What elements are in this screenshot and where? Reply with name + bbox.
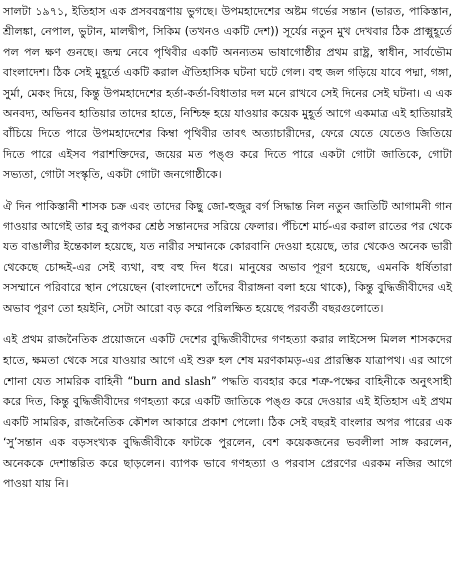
paragraph-3 xyxy=(3,330,452,494)
paragraph-3-text-after: ” পদ্ধতি ব্যবহার করে শত্রু-পক্ষের বাহিনীকে অনুৎসাহী করে দিত, কিন্তু বুদ্ধিজীবীদের গণহত্যা করে একটি জাতিকে পঙ্গু করে দেওয়ার এই ইতিহাস এই প্রথম একটি সামরিক, রাজনৈতিক কৌশল আকারে প্রকাশ পেলো। ঠিক সেই বছরই বাংলার অপর পারের এক ‘সু’সন্তান এক বড়সংখ্যক বুদ্ধিজীবীকে ফাটকে পুরলেন, বেশ কয়েকজনের ভবলীলা সাঙ্গ করলেন, অনেককে দেশান্তরিত করে ছাড়লেন। ব্যাপক ভাবে গণহত্যা ও পরবাস প্রেরণের এরকম নজির আগে পাওয়া যায় নি। xyxy=(3,374,452,490)
paragraph-1: সালটা ১৯৭১, ইতিহাস এক প্রসববন্ত্রণায় ভুগছে। উপমহাদেশের অষ্টম গর্ভের সন্তান (ভারত, পাকিস্তান, শ্রীলঙ্কা, নেপাল, ভুটান, মালদ্বীপ, সিকিম (তখনও একটি দেশ)) সূর্যের নতুন মুখ দেখবার ঠিক প্রাক্মুহূর্তে পল পল ক্ষণ গুনছে। জন্ম নেবে পৃথিবীর একটি অনন্যতম ভাষাগোষ্ঠীর প্রথম রাষ্ট্র, স্বাধীন, সার্বভৌম বাংলাদেশ। ঠিক সেই মুহূর্তে একটি করাল ঐতিহাসিক ঘটনা ঘটে গেল। বহু জল গড়িয়ে যাবে পদ্মা, গঙ্গা, সুর্মা, মেকং দিয়ে, কিন্তু উপমহাদেশের হর্তা-কর্তা-বিধাতার দল মনে রাখবে সেই দিনের সেই ঘটনা। এ এক অনবদ্য, অভিনব হাতিয়ার তাদের হাতে, নিশ্চিহ্ন হয়ে যাওয়ার কয়েক মুহূর্ত আগে একমাত্র এই হাতিয়ারই বাঁচিয়ে দিতে পারে উপমহাদেশের কিম্বা পৃথিবীর তাবৎ অত্যাচারীদের, ফেরে যেতে যেতেও জিতিয়ে দিতে পারে এইসব পরাশক্তিদের, জয়ের মত পঙ্গু করে দিতে পারে একটা গোটা জাতিকে, গোটা সভ্যতা, গোটা সংস্কৃতি, একটা গোটা জনগোষ্ঠীকে। xyxy=(3,5,452,182)
paragraph-3-text-before: এই প্রথম রাজনৈতিক প্রয়োজনে একটি দেশের বুদ্ধিজীবীদের গণহত্যা করার লাইসেন্স মিলল শাসকদের হাতে, ক্ষমতা থেকে সরে যাওয়ার আগে এই শুরু হল শেষ মরণকামড়-এর প্রারম্ভিক যাত্রাপথ। এর আগে শোনা যেত সামরিক বাহিনী “ xyxy=(3,333,452,388)
english-phrase: burn and slash xyxy=(133,372,211,388)
paragraph-2: ঐ দিন পাকিস্তানী শাসক চক্র এবং তাদের কিছু জো-হুজুর বর্গ সিদ্ধান্ত নিল নতুন জাতিটি আগামনী গান গাওয়ার আগেই তার হবু রূপকর শ্রেষ্ঠ সন্তানদের সরিয়ে ফেলার। পঁচিশে মার্চ-এর করাল রাতের পর থেকে যত বাঙালীর ইন্তেকাল হয়েছে, যত নারীর সম্মানকে কোরবানি দেওয়া হয়েছে, তার থেকেও অনেক ভারী থেকেছে চোদ্দই-এর সেই ব্যথা, বহু বহু দিন ধরে। মানুষের অভাব পূরণ হয়েছে, এমনকি ধর্ষিতারা সসম্মানে পরিবারে স্থান পেয়েছেন (বাংলাদেশে তাঁদের বীরাঙ্গনা বলা হয়ে থাকে), কিন্তু বুদ্ধিজীবীদের এই অভাব পূরণ তো হয়ইনি, সেটা আরো বড় করে পরিলক্ষিত হয়েছে পরবর্তী বছরগুলোতে। xyxy=(3,199,452,315)
